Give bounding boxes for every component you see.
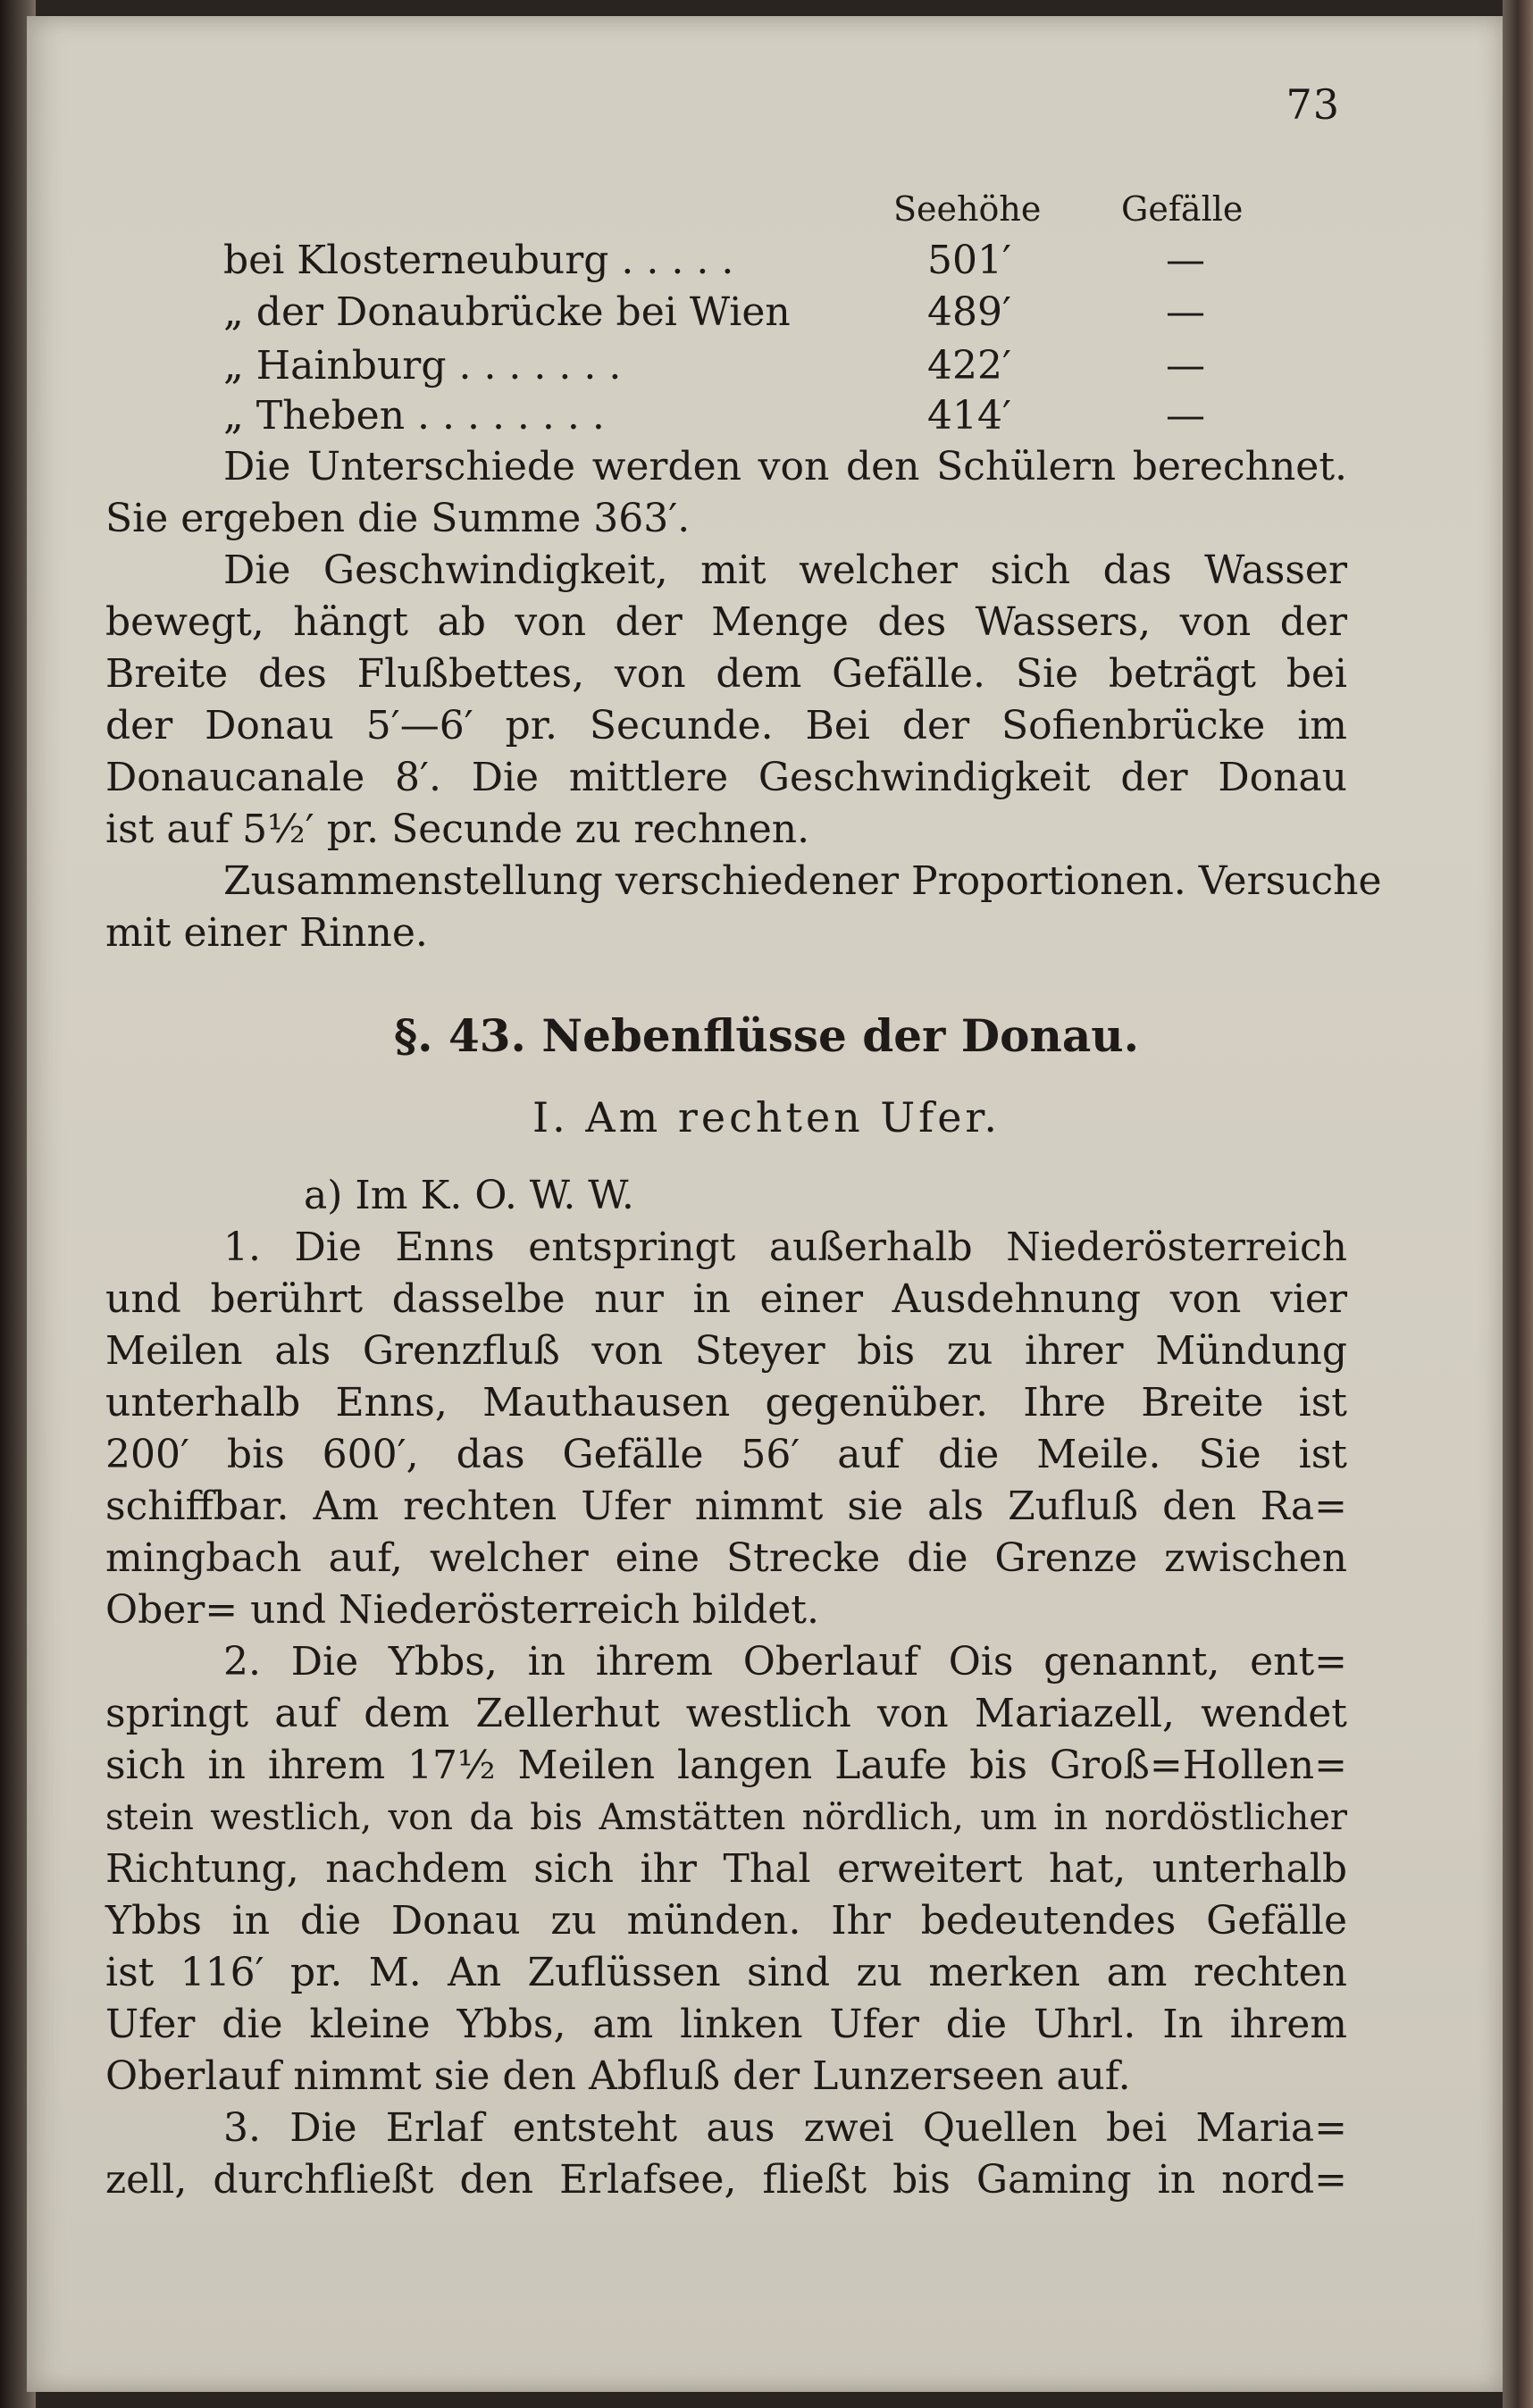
table-row-slope: — <box>1166 393 1205 439</box>
text-line: 200′ bis 600′, das Gefälle 56′ auf die Meile. Sie ist <box>105 1432 1347 1477</box>
text-line: mit einer Rinne. <box>105 910 428 956</box>
page-edge <box>1503 0 1533 2408</box>
text-line: der Donau 5′—6′ pr. Secunde. Bei der Sofienbrücke im <box>105 703 1347 748</box>
table-row-slope: — <box>1166 289 1205 335</box>
table-row-height: 489′ <box>927 289 1011 335</box>
table-row-slope: — <box>1166 238 1205 283</box>
text-line: Zusammenstellung verschiedener Proportionen. Versuche <box>223 858 1382 904</box>
text-line: Donaucanale 8′. Die mittlere Geschwindigkeit der Donau <box>105 755 1347 800</box>
text-line: springt auf dem Zellerhut westlich von Mariazell, wendet <box>105 1691 1347 1736</box>
text-line: stein westlich, von da bis Amstätten nördlich, um in nordöstlicher <box>105 1797 1347 1838</box>
text-line: bewegt, hängt ab von der Menge des Wassers, von der <box>105 599 1347 645</box>
table-row-name: bei Klosterneuburg . . . . . <box>223 238 734 283</box>
text-line: unterhalb Enns, Mauthausen gegenüber. Ihre Breite ist <box>105 1380 1347 1426</box>
page-number: 73 <box>1286 80 1340 129</box>
text-line: und berührt dasselbe nur in einer Ausdehnung von vier <box>105 1276 1347 1322</box>
text-line: Die Geschwindigkeit, mit welcher sich das Wasser <box>223 548 1347 593</box>
text-line: Die Unterschiede werden von den Schülern berechnet. <box>223 444 1347 489</box>
text-line: schiffbar. Am rechten Ufer nimmt sie als Zufluß den Ra= <box>105 1484 1347 1529</box>
text-line: zell, durchfließt den Erlafsee, fließt bis Gaming in nord= <box>105 2157 1347 2203</box>
text-line: mingbach auf, welcher eine Strecke die Grenze zwischen <box>105 1535 1347 1581</box>
text-line: Ufer die kleine Ybbs, am linken Ufer die Uhrl. In ihrem <box>105 2002 1347 2047</box>
text-line: ist 116′ pr. M. An Zuflüssen sind zu merken am rechten <box>105 1950 1347 1995</box>
text-line: 1. Die Enns entspringt außerhalb Niederösterreich <box>223 1225 1347 1270</box>
text-line: ist auf 5½′ pr. Secunde zu rechnen. <box>105 807 810 852</box>
text-line: 3. Die Erlaf entsteht aus zwei Quellen bei Maria= <box>223 2105 1347 2151</box>
text-line: Ober= und Niederösterreich bildet. <box>105 1587 819 1633</box>
text-line: Richtung, nachdem sich ihr Thal erweitert hat, unterhalb <box>105 1846 1347 1892</box>
text-line: Breite des Flußbettes, von dem Gefälle. Sie beträgt bei <box>105 651 1347 697</box>
table-row-height: 422′ <box>927 343 1011 389</box>
text-line: 2. Die Ybbs, in ihrem Oberlauf Ois genannt, ent= <box>223 1639 1347 1685</box>
table-row-name: „ Theben . . . . . . . . <box>223 393 605 439</box>
text-line: Sie ergeben die Summe 363′. <box>105 496 691 541</box>
text-line: sich in ihrem 17½ Meilen langen Laufe bis Groß=Hollen= <box>105 1743 1347 1788</box>
section-heading: §. 43. Nebenflüsse der Donau. <box>394 1009 1139 1062</box>
table-row-height: 414′ <box>927 393 1011 439</box>
text-line: Oberlauf nimmt sie den Abfluß der Lunzerseen auf. <box>105 2053 1131 2099</box>
text-line: Meilen als Grenzfluß von Steyer bis zu ihrer Mündung <box>105 1328 1347 1374</box>
table-row-height: 501′ <box>927 238 1011 283</box>
column-header-seehoehe: Seehöhe <box>893 189 1042 229</box>
table-row-name: „ der Donaubrücke bei Wien <box>223 289 791 335</box>
table-row-name: „ Hainburg . . . . . . . <box>223 343 622 389</box>
subsection-label: a) Im K. O. W. W. <box>304 1173 634 1218</box>
table-row-slope: — <box>1166 343 1205 389</box>
column-header-gefaelle: Gefälle <box>1121 189 1244 229</box>
subheading: I. Am rechten Ufer. <box>532 1093 1001 1141</box>
text-line: Ybbs in die Donau zu münden. Ihr bedeutendes Gefälle <box>105 1898 1347 1944</box>
